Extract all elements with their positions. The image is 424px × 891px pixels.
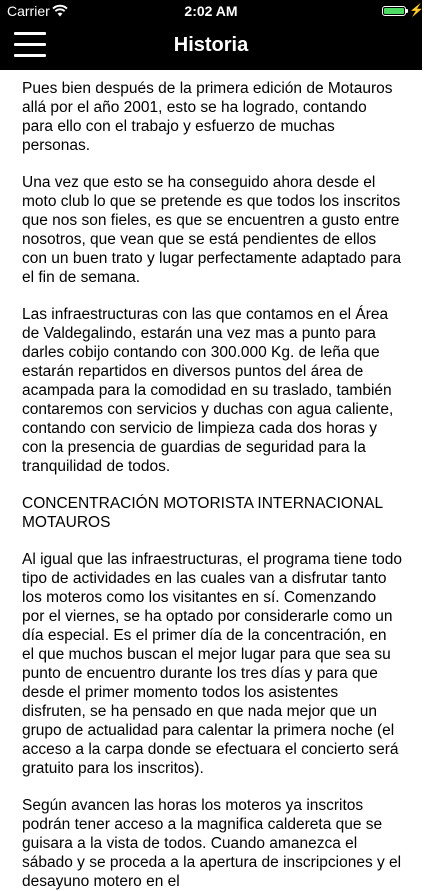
article-content[interactable] — [22, 79, 402, 890]
paragraph: Pues bien después de la primera edición de Motauros allá por el año 2001, esto se ha logrado, contando para ello con el trabajo y esfuerzo de muchas personas. — [22, 80, 393, 154]
charging-bolt-icon: ⚡ — [409, 3, 424, 17]
page-title: Historia — [173, 34, 249, 56]
paragraph: Una vez que esto se ha conseguido ahora desde el moto club lo que se pretende es que todos los inscritos que nos son fieles, es que se encuentren a gusto entre nosotros, que vean que se está pendientes de ellos con un buen trato y lugar perfectamente adaptado para el fin de semana. — [22, 174, 402, 286]
paragraph: Al igual que las infraestructuras, el programa tiene todo tipo de actividades en las cuales van a disfrutar tanto los moteros como los visitantes en sí. Comenzando por el viernes, se ha optado por considerarle como un día especial. Es el primer día de la concentración, en el que muchos buscan el mejor lugar para que sea su punto de encuentro durante los tres días y para que desde el primer momento todos los asistentes disfruten, se ha pensado en que nada mejor que un grupo de actualidad para calentar la primera noche (el acceso a la carpa donde se efectuara el concierto será gratuito para los inscritos). — [22, 551, 402, 777]
paragraph: Las infraestructuras con las que contamos en el Área de Valdegalindo, estarán una vez mas a punto para darles cobijo contando con 300.000 Kg. de leña que estarán repartidos en diversos puntos del área de acampada para la comodidad en su traslado, también contaremos con servicios y duchas con agua caliente, contando con servicio de limpieza cada dos horas y con la presencia de guardias de seguridad para la tranquilidad de todos. — [22, 306, 394, 475]
carrier-label: Carrier — [7, 3, 50, 19]
battery-icon — [382, 6, 406, 16]
navigation-bar — [0, 0, 422, 70]
battery-cap — [406, 9, 408, 13]
status-bar — [0, 0, 422, 22]
status-time: 2:02 AM — [184, 3, 238, 19]
paragraph: Según avancen las horas los moteros ya inscritos podrán tener acceso a la magnifica caldereta que se guisara a la vista de todos. Cuando amanezca el sábado y se proceda a la apertura de inscripciones y el desayuno motero en el — [22, 797, 402, 890]
battery-level — [384, 8, 404, 14]
section-heading: CONCENTRACIÓN MOTORISTA INTERNACIONAL MOTAUROS — [22, 495, 383, 531]
